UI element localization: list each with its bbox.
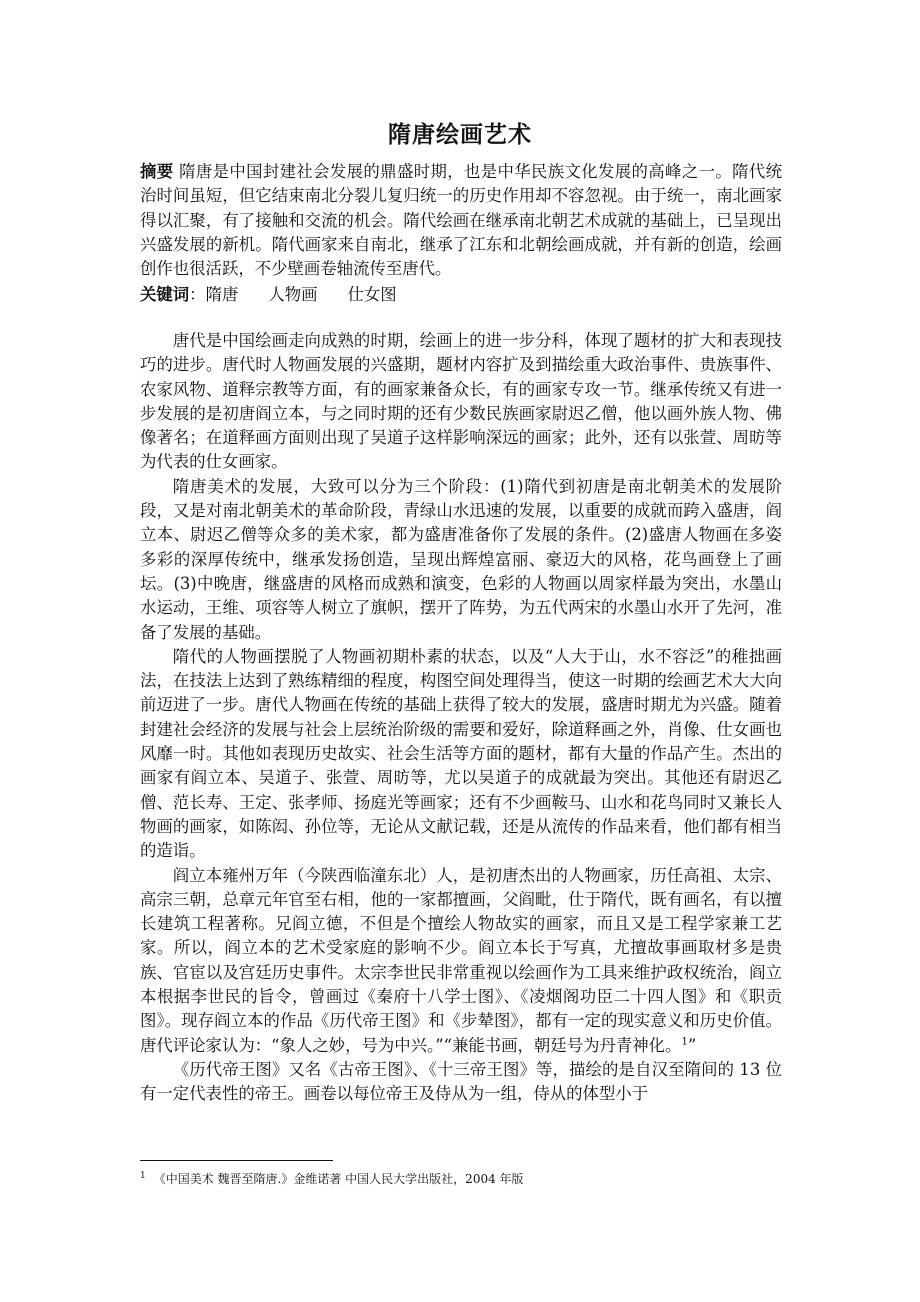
abstract-label: 摘要: [140, 162, 174, 181]
paragraph-text: 阎立本雍州万年（今陕西临潼东北）人，是初唐杰出的人物画家，历任高祖、太宗、高宗三朝，总章元年官至右相，他的一家都擅画，父阎毗，仕于隋代，既有画名，有以擅长建筑工程著称。兄阎立德，不但是个擅绘人物故实的画家，而且又是工程学家兼工艺家。所以，阎立本的艺术受家庭的影响不少。阎立本长于写真，尤擅故事画取材多是贵族、官宦以及宫廷历史事件。太宗李世民非常重视以绘画作为工具来维护政权统治，阎立本根据李世民的旨令，曾画过《秦府十八学士图》、《凌烟阁功臣二十四人图》和《职贡图》。现存阎立本的作品《历代帝王图》和《步辇图》，都有一定的现实意义和历史价值。唐代评论家认为：“象人之妙，号为中兴。”“兼能书画，朝廷号为丹青神化。: [140, 865, 782, 1055]
footnote: [140, 1171, 840, 1187]
keywords-label: 关键词: [140, 285, 190, 304]
paragraph: 隋唐美术的发展，大致可以分为三个阶段：(1)隋代到初唐是南北朝美术的发展阶段，又是对南北朝美术的革命阶段，青绿山水迅速的发展，以重要的成就而跨入盛唐，阎立本、尉迟乙僧等众多的美术家，都为盛唐准备你了发展的条件。(2)盛唐人物画在多姿多彩的深厚传统中，继承发扬创造，呈现出辉煌富丽、豪迈大的风格，花鸟画登上了画坛。(3)中晚唐，继盛唐的风格而成熟和演变，色彩的人物画以周家样最为突出，水墨山水运动，王维、项容等人树立了旗帜，摆开了阵势，为五代两宋的水墨山水开了先河，准备了发展的基础。: [140, 476, 782, 642]
footnote-divider: [140, 1160, 333, 1161]
keyword-item: 人物画: [268, 285, 318, 304]
abstract-text: 隋唐是中国封建社会发展的鼎盛时期，也是中华民族文化发展的高峰之一。隋代统治时间虽短，但它结束南北分裂儿复归统一的历史作用却不容忽视。由于统一，南北画家得以汇聚，有了接触和交流的机会。隋代绘画在继承南北朝艺术成就的基础上，已呈现出兴盛发展的新机。隋代画家来自南北，继承了江东和北朝绘画成就，并有新的创造，绘画创作也很活跃，不少壁画卷轴流传至唐代。: [140, 162, 782, 279]
paragraph: 《历代帝王图》又名《古帝王图》、《十三帝王图》等，描绘的是自汉至隋间的 13 位有一定代表性的帝王。画卷以每位帝王及侍从为一组，侍从的体型小于: [140, 1059, 782, 1104]
paragraph: [140, 864, 782, 1058]
paragraph: 隋代的人物画摆脱了人物画初期朴素的状态，以及“人大于山，水不容泛”的稚拙画法，在技法上达到了熟练精细的程度，构图空间处理得当，使这一时期的绘画艺术大大向前迈进了一步。唐代人物画在传统的基础上获得了较大的发展，盛唐时期尤为兴盛。随着封建社会经济的发展与社会上层统治阶级的需要和爱好，除道释画之外，肖像、仕女画也风靡一时。其他如表现历史故实、社会生活等方面的题材，都有大量的作品产生。杰出的画家有阎立本、吴道子、张萱、周昉等，尤以吴道子的成就最为突出。其他还有尉迟乙僧、范长寿、王定、张孝师、扬庭光等画家；还有不少画鞍马、山水和花鸟同时又兼长人物画的画家，如陈闳、孙位等，无论从文献记载，还是从流传的作品来看，他们都有相当的造诣。: [140, 646, 782, 861]
footnote-reference: 1: [681, 1036, 688, 1048]
keywords: [140, 283, 782, 307]
keyword-item: 仕女图: [347, 285, 397, 304]
keyword-item: 隋唐: [205, 285, 239, 304]
footnote-mark: 1: [140, 1171, 146, 1181]
closing-quote: ”: [687, 1035, 697, 1055]
body-text: [140, 329, 782, 1107]
document-title: 隋唐绘画艺术: [388, 122, 532, 148]
paragraph: 唐代是中国绘画走向成熟的时期，绘画上的进一步分科，体现了题材的扩大和表现技巧的进步。唐代时人物画发展的兴盛期，题材内容扩及到描绘重大政治事件、贵族事件、农家风物、道释宗教等方面，有的画家兼备众长，有的画家专攻一节。继承传统又有进一步发展的是初唐阎立本，与之同时期的还有少数民族画家尉迟乙僧，他以画外族人物、佛像著名；在道释画方面则出现了吴道子这样影响深远的画家；此外，还有以张萱、周昉等为代表的仕女画家。: [140, 331, 782, 472]
keywords-separator: ：: [189, 285, 206, 304]
abstract: [140, 160, 782, 281]
footnote-text: 《中国美术 魏晋至隋唐.》金维诺著 中国人民大学出版社，2004 年版: [153, 1172, 524, 1186]
